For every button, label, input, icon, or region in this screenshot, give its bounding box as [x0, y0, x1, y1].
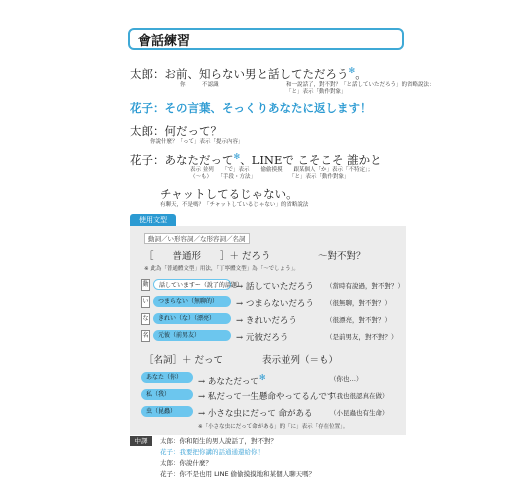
pattern2-formula: ［名詞］＋ だって [144, 355, 224, 366]
note-3: 你說什麼？「って」表示「提示內容」 [150, 139, 244, 145]
example-result: → つまらないだろう [236, 299, 314, 309]
example-result: → あなただって✻ [198, 373, 266, 387]
example-pill: 私（我） [141, 389, 193, 400]
pattern1-note: ※ 此為「普通體文型」用法，「丁寧體文型」為「～でしょう」。 [144, 266, 299, 272]
row-side-label: な [141, 313, 150, 325]
example-pill: きれい（な）（漂亮） [153, 313, 231, 324]
dialogue-line-5: チャットしてるじゃない。 [160, 187, 298, 201]
example-pill: あなた（你） [141, 372, 193, 383]
example-pill: つまらない（無聊的） [153, 296, 231, 307]
translation-line: 花子：我要把你講的話通通還給你！ [160, 448, 264, 456]
pattern1-formula: ［ 普通形 ］＋ だろう [144, 251, 271, 262]
example-result: → きれいだろう [236, 316, 297, 326]
dialogue-line-1: 太郎：お前、知らない男と話してただろう✻。 [130, 66, 367, 81]
note-1b: 和一說話了，對不對？「と話していただろう」的省略說法： [286, 82, 435, 88]
note-1a: 你 不認識 [180, 82, 219, 88]
example-result: → 元彼だろう [236, 333, 289, 343]
example-meaning: （很無聊，對不對？） [326, 299, 391, 307]
example-meaning: （很漂亮，對不對？） [326, 316, 391, 324]
section-title: 會話練習 [138, 34, 191, 49]
row-side-label: い [141, 296, 150, 308]
row-side-label: 名 [141, 330, 150, 342]
example-pill: 虫（昆蟲） [141, 406, 193, 417]
dialogue-line-4: 花子：あなただって✻、LINEで こそこそ 誰かと [130, 152, 382, 167]
asterisk-icon: ✻ [348, 66, 356, 76]
note-4b: （～も） 「手段・方法」 「と」表示「動作對象」 [190, 174, 350, 180]
word-class-box: 動詞／い形容詞／な形容詞／名詞 [144, 233, 250, 244]
dialogue-line-3: 太郎：何だって？ [130, 124, 222, 138]
translation-label: 中譯 [130, 436, 152, 446]
pattern2-note: ※「小さな虫にだって命がある」的「に」表示「存在位置」。 [198, 424, 349, 430]
note-1c: 「と」表示「動作對象」 [286, 89, 347, 95]
translation-line: 花子：你不是也用 LINE 偷偷摸摸地和某個人聊天嗎？ [160, 470, 316, 478]
example-meaning: （你也…） [330, 375, 363, 383]
example-meaning: （當時有說過，對不對？） [326, 282, 404, 290]
translation-line: 太郎：你說什麼？ [160, 459, 212, 467]
example-result: → 小さな虫にだって 命がある [198, 409, 313, 419]
translation-line: 太郎：你和陌生的男人說話了，對不對？ [160, 437, 277, 445]
pattern1-meaning: ～對不對？ [318, 251, 366, 262]
note-5: 有聊天，不是嗎？「チャットしているじゃない」的省略說法 [160, 202, 309, 208]
dialogue-line-2: 花子：その言葉、そっくりあなたに返します！ [130, 101, 372, 115]
pattern2-meaning: 表示並列（＝も） [262, 355, 339, 366]
example-meaning: （小昆蟲也有生命） [330, 409, 389, 417]
example-pill: 元彼（前男友） [153, 330, 231, 341]
example-meaning: （我也很認真在做） [330, 392, 389, 400]
asterisk-icon: ✻ [258, 373, 266, 382]
example-pill: 話していますー（說了的話题） [153, 279, 231, 290]
note-4a: 表示 並列 「で」表示 偷偷摸摸 跟某個人「か」表示「不特定」； [190, 167, 374, 173]
section-title-box [128, 28, 404, 50]
pattern-tab: 使用文型 [130, 214, 176, 226]
asterisk-icon: ✻ [233, 152, 241, 162]
example-result: → 私だって一生懸命やってるんです [198, 392, 336, 402]
row-side-label: 動 [141, 279, 150, 291]
example-meaning: （是前男友，對不對？） [326, 333, 398, 341]
example-result: → 話していただろう [236, 282, 314, 292]
